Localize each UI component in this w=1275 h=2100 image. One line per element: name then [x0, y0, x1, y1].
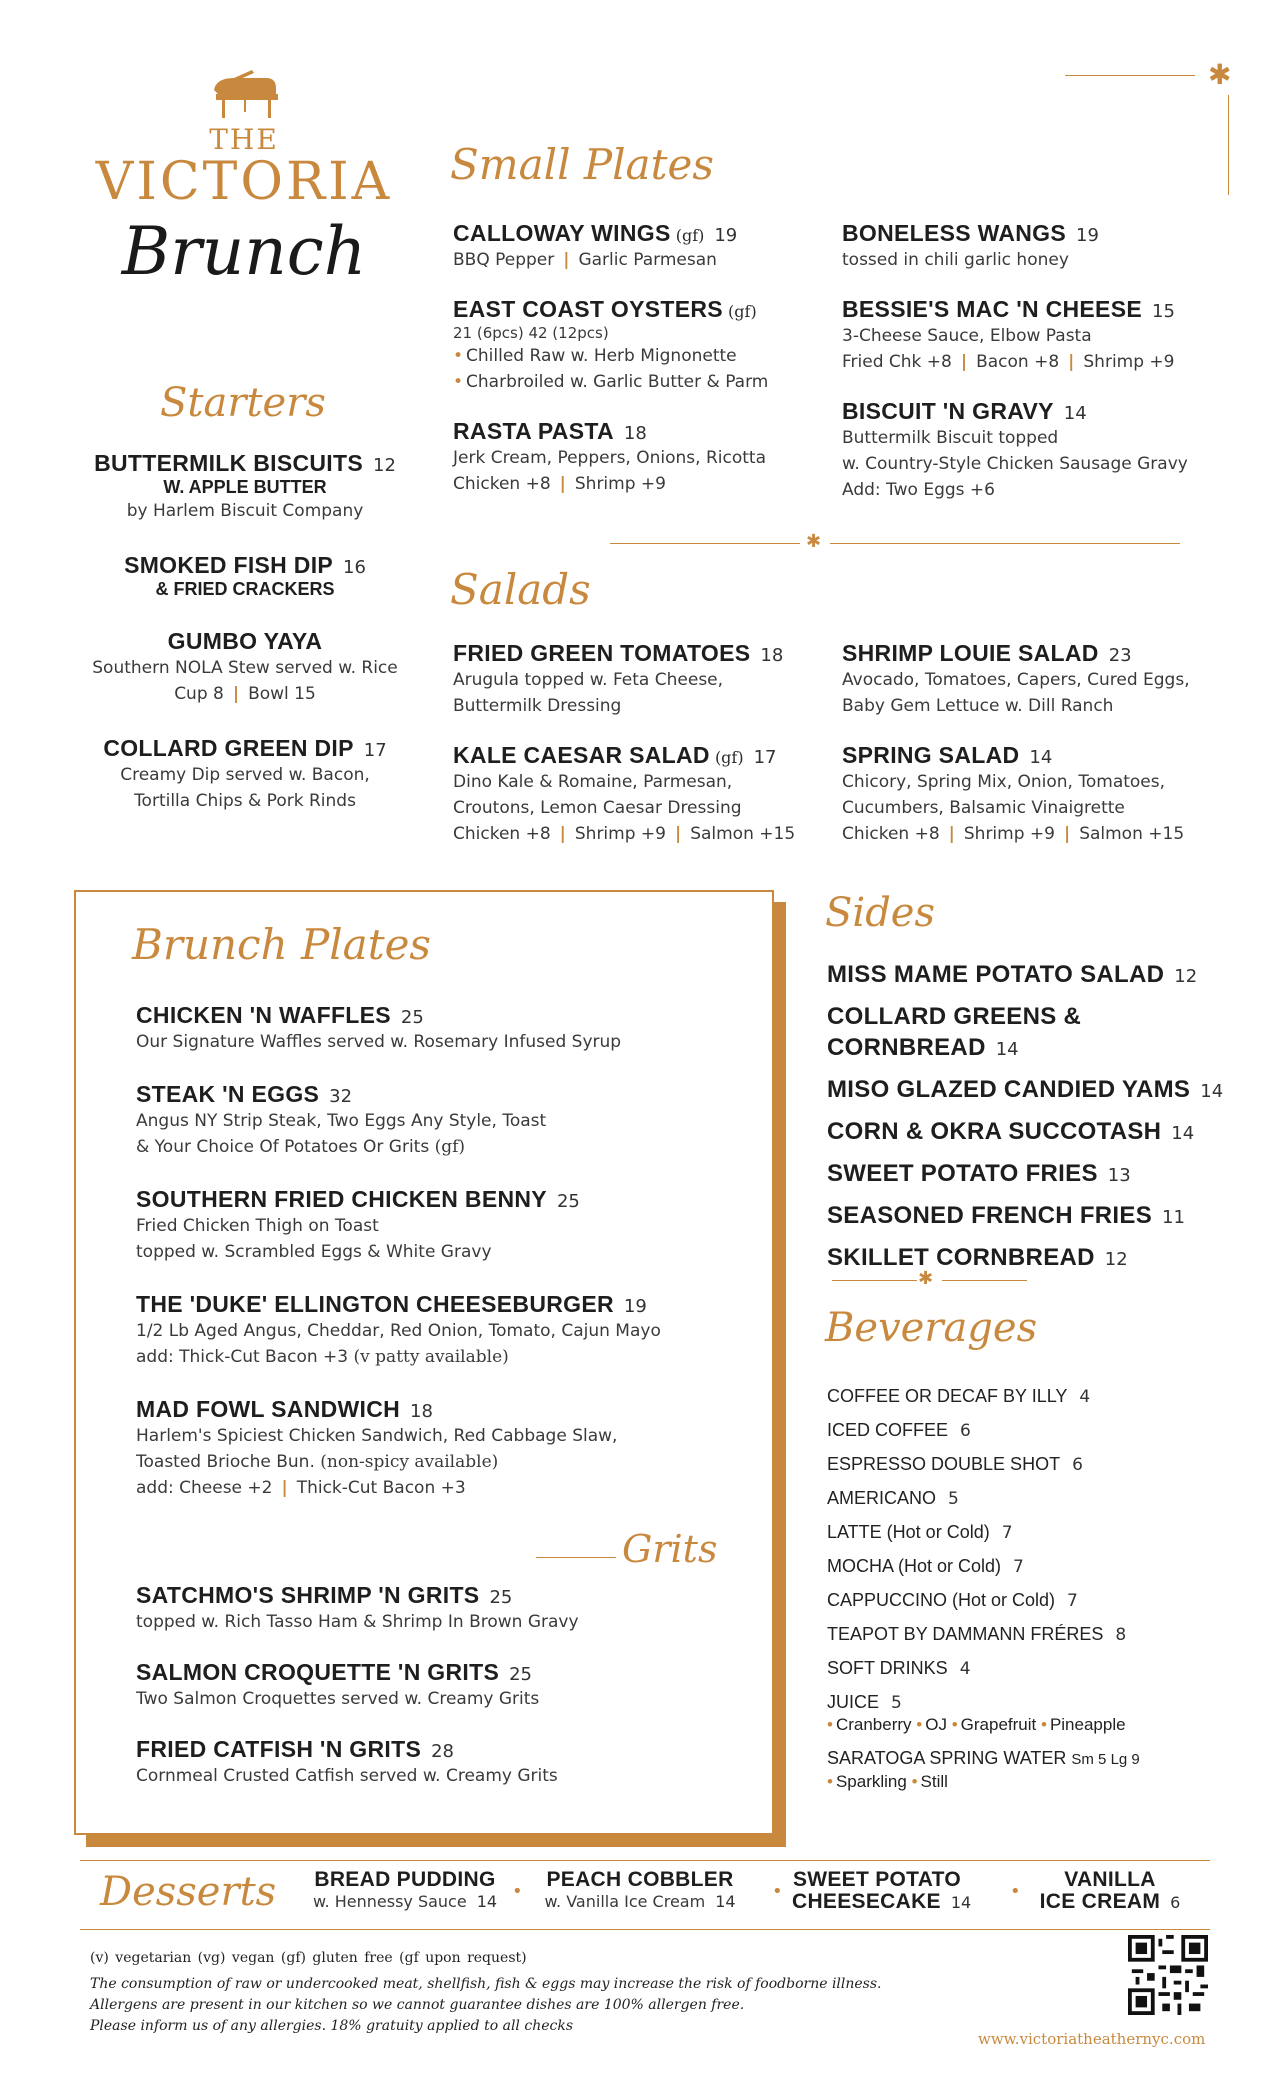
list-item: SEASONED FRENCH FRIES 11	[827, 1202, 1185, 1229]
logo	[84, 70, 404, 290]
list-item: MISO GLAZED CANDIED YAMS 14	[827, 1076, 1224, 1103]
grits-divider	[536, 1557, 616, 1558]
page-title: Brunch	[121, 213, 367, 290]
small-plates-title: Small Plates	[450, 140, 714, 189]
sides-title: Sides	[825, 890, 935, 936]
list-item: ESPRESSO DOUBLE SHOT 6	[827, 1454, 1083, 1475]
diet-key: (v) vegetarian (vg) vegan (gf) gluten free (gf upon request)	[90, 1950, 527, 1966]
dot-separator: •	[772, 1881, 783, 1902]
dessert-item: PEACH COBBLER w. Vanilla Ice Cream 14	[544, 1868, 736, 1911]
menu-item: FRIED CATFISH 'N GRITS 28 Cornmeal Crusted Catfish served w. Creamy Grits	[136, 1736, 558, 1786]
star-icon: ✱	[918, 1268, 934, 1289]
starters-title: Starters	[160, 380, 326, 426]
starters-section	[80, 380, 410, 842]
brunch-items	[136, 1002, 756, 1527]
list-item: ICED COFFEE 6	[827, 1420, 971, 1441]
list-item: SKILLET CORNBREAD 12	[827, 1244, 1128, 1271]
list-item: AMERICANO 5	[827, 1488, 959, 1509]
menu-item: BONELESS WANGS 19 tossed in chili garlic honey	[842, 220, 1099, 270]
star-icon: ✱	[1208, 58, 1232, 91]
menu-item: GUMBO YAYA Southern NOLA Stew served w. Rice Cup 8 | Bowl 15	[92, 628, 398, 704]
dot-separator: •	[1010, 1881, 1021, 1902]
warning-line: Please inform us of any allergies. 18% gratuity applied to all checks	[90, 2018, 573, 2034]
menu-item: BUTTERMILK BISCUITS 12 W. APPLE BUTTER by Harlem Biscuit Company	[94, 450, 396, 521]
salads-col-1	[453, 640, 833, 870]
salads-col-2	[842, 640, 1242, 870]
list-item: COLLARD GREENS & CORNBREAD 14	[827, 1003, 1082, 1061]
menu-item: SHRIMP LOUIE SALAD 23 Avocado, Tomatoes, Capers, Cured Eggs, Baby Gem Lettuce w. Dill Ranch	[842, 640, 1190, 716]
menu-item: BESSIE'S MAC 'N CHEESE 15 3-Cheese Sauce, Elbow Pasta Fried Chk +8 | Bacon +8 | Shrimp +9	[842, 296, 1175, 372]
dessert-item: BREAD PUDDING w. Hennessy Sauce 14	[312, 1868, 498, 1911]
piano-icon	[204, 70, 284, 125]
section-divider	[942, 1280, 1027, 1281]
menu-item: STEAK 'N EGGS 32 Angus NY Strip Steak, Two Eggs Any Style, Toast & Your Choice Of Potatoes Or Grits (gf)	[136, 1081, 547, 1157]
section-divider	[830, 543, 1180, 544]
menu-item: SMOKED FISH DIP 16 & FRIED CRACKERS	[124, 552, 366, 599]
brunch-plates-title: Brunch Plates	[132, 920, 431, 969]
desserts-section	[80, 1860, 1210, 1930]
menu-item: EAST COAST OYSTERS (gf) 21 (6pcs) 42 (12pcs) • Chilled Raw w. Herb Mignonette • Charbroiled w. Garlic Butter & Parm	[453, 296, 769, 392]
small-plates-col-2	[842, 220, 1242, 526]
menu-item: KALE CAESAR SALAD (gf) 17 Dino Kale & Romaine, Parmesan, Croutons, Lemon Caesar Dressing Chicken +8 | Shrimp +9 | Salmon +15	[453, 742, 796, 844]
dot-separator: •	[512, 1881, 523, 1902]
warning-line: The consumption of raw or undercooked meat, shellfish, fish & eggs may increase the risk of foodborne illness.	[90, 1976, 882, 1992]
section-divider	[832, 1280, 917, 1281]
menu-item: BISCUIT 'N GRAVY 14 Buttermilk Biscuit topped w. Country-Style Chicken Sausage Gravy Add: Two Eggs +6	[842, 398, 1188, 500]
salads-title: Salads	[450, 565, 591, 614]
dessert-item: SWEET POTATO CHEESECAKE 14	[792, 1868, 972, 1913]
list-item: SWEET POTATO FRIES 13	[827, 1160, 1131, 1187]
menu-item: CALLOWAY WINGS (gf) 19 BBQ Pepper | Garlic Parmesan	[453, 220, 738, 270]
list-item: COFFEE OR DECAF BY ILLY 4	[827, 1386, 1091, 1407]
desserts-title: Desserts	[100, 1869, 277, 1915]
menu-item: SOUTHERN FRIED CHICKEN BENNY 25 Fried Chicken Thigh on Toast topped w. Scrambled Eggs & White Gravy	[136, 1186, 580, 1262]
top-ornament-vertical	[1228, 95, 1229, 195]
list-item: MOCHA (Hot or Cold) 7	[827, 1556, 1024, 1577]
star-icon: ✱	[806, 531, 822, 552]
menu-item: CHICKEN 'N WAFFLES 25 Our Signature Waffles served w. Rosemary Infused Syrup	[136, 1002, 622, 1052]
website-link[interactable]: www.victoriatheathernyc.com	[978, 2030, 1206, 2048]
top-ornament-line	[1065, 75, 1195, 76]
footer	[90, 1950, 990, 2037]
warning-line: Allergens are present in our kitchen so we cannot guarantee dishes are 100% allergen free.	[90, 1997, 745, 2013]
list-item: SARATOGA SPRING WATER Sm 5 Lg 9 • Sparkling • Still	[827, 1748, 1140, 1791]
menu-item: SALMON CROQUETTE 'N GRITS 25 Two Salmon Croquettes served w. Creamy Grits	[136, 1659, 540, 1709]
list-item: TEAPOT BY DAMMANN FRÉRES 8	[827, 1624, 1127, 1645]
menu-item: THE 'DUKE' ELLINGTON CHEESEBURGER 19 1/2 Lb Aged Angus, Cheddar, Red Onion, Tomato, Cajun Mayo add: Thick-Cut Bacon +3 (v patty available)	[136, 1291, 661, 1367]
sides-list	[827, 960, 1247, 1285]
list-item: SOFT DRINKS 4	[827, 1658, 971, 1679]
grits-title: Grits	[616, 1527, 717, 1571]
menu-item: COLLARD GREEN DIP 17 Creamy Dip served w. Bacon, Tortilla Chips & Pork Rinds	[103, 735, 387, 811]
small-plates-col-1	[453, 220, 813, 520]
beverages-list	[827, 1385, 1247, 1804]
list-item: CORN & OKRA SUCCOTASH 14	[827, 1118, 1195, 1145]
dessert-item: VANILLA ICE CREAM 6	[1039, 1868, 1181, 1913]
section-divider	[610, 543, 800, 544]
menu-item: MAD FOWL SANDWICH 18 Harlem's Spiciest Chicken Sandwich, Red Cabbage Slaw, Toasted Brioche Bun. (non-spicy available) add: Cheese +2 | Thick-Cut Bacon +3	[136, 1396, 618, 1498]
logo-the: THE	[209, 123, 279, 156]
qr-code-icon	[1128, 1935, 1208, 2015]
list-item: JUICE 5 • Cranberry • OJ • Grapefruit • Pineapple	[827, 1692, 1126, 1734]
menu-item: FRIED GREEN TOMATOES 18 Arugula topped w. Feta Cheese, Buttermilk Dressing	[453, 640, 784, 716]
menu-item: RASTA PASTA 18 Jerk Cream, Peppers, Onions, Ricotta Chicken +8 | Shrimp +9	[453, 418, 766, 494]
beverages-title: Beverages	[825, 1305, 1038, 1351]
brunch-plates-section	[74, 890, 774, 1835]
menu-item: SATCHMO'S SHRIMP 'N GRITS 25 topped w. Rich Tasso Ham & Shrimp In Brown Gravy	[136, 1582, 579, 1632]
logo-victoria: VICTORIA	[95, 152, 393, 212]
list-item: CAPPUCCINO (Hot or Cold) 7	[827, 1590, 1078, 1611]
list-item: LATTE (Hot or Cold) 7	[827, 1522, 1013, 1543]
menu-item: SPRING SALAD 14 Chicory, Spring Mix, Onion, Tomatoes, Cucumbers, Balsamic Vinaigrette Chicken +8 | Shrimp +9 | Salmon +15	[842, 742, 1185, 844]
list-item: MISS MAME POTATO SALAD 12	[827, 961, 1198, 988]
grits-items	[136, 1582, 756, 1813]
